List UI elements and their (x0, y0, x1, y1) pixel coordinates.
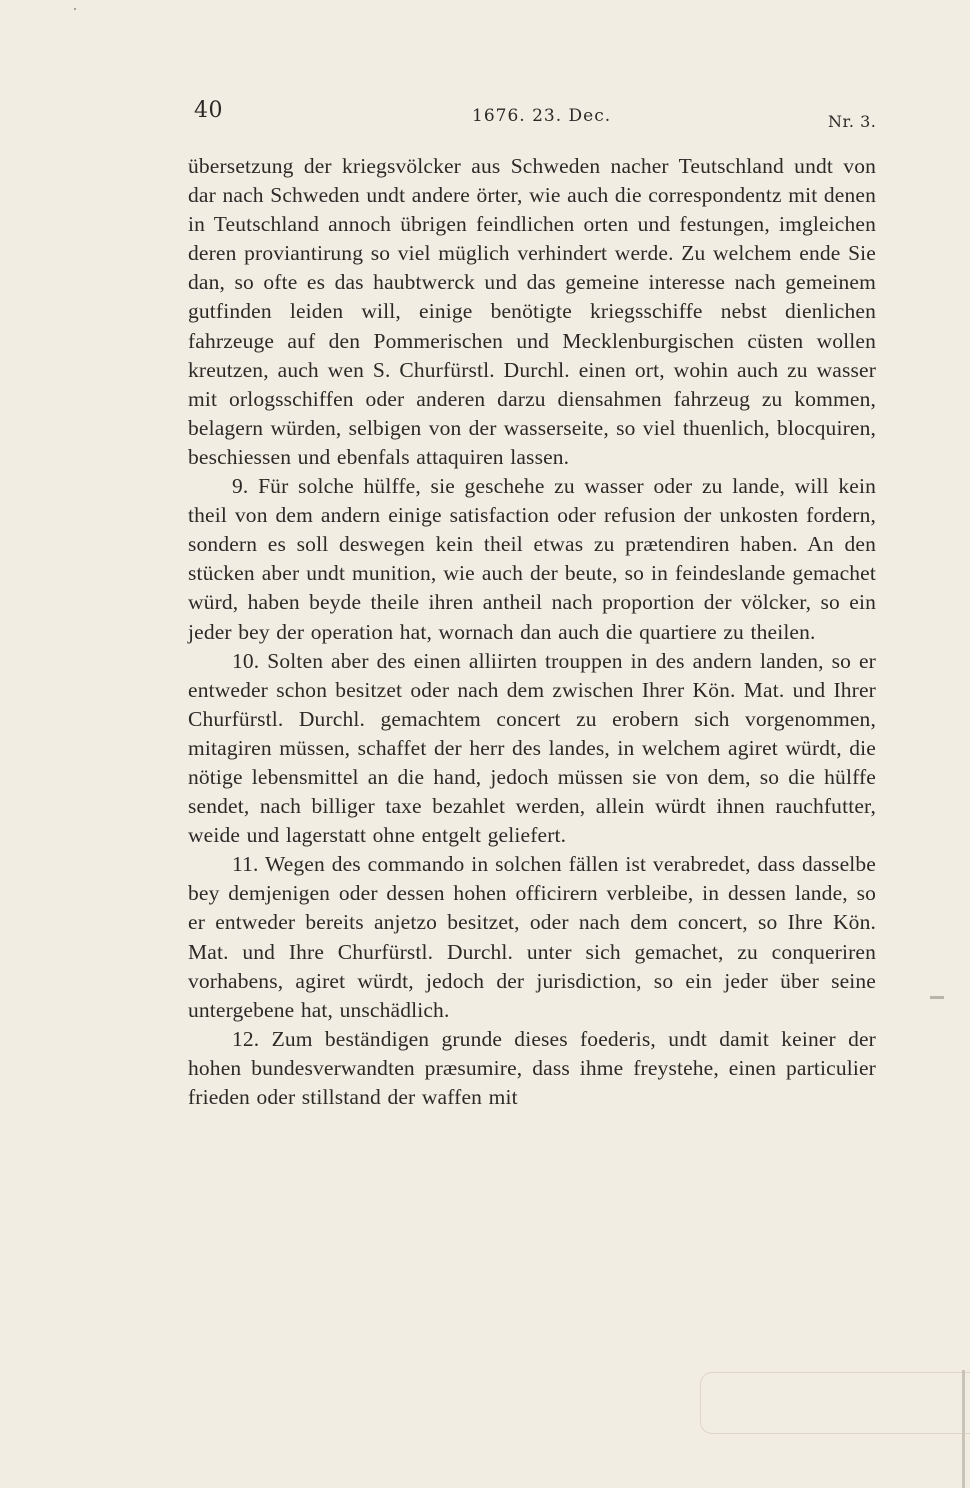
paragraph-article-11: 11. Wegen des commando in solchen fällen ist verabredet, dass dasselbe bey demjenigen oder dessen hohen officirern verbleibe, in dessen lande, so er entweder bereits anjetzo besitzet, oder nach dem concert, so Ihre Kön. Mat. und Ihre Churfürstl. Durchl. unter sich gemachet, zu conqueriren vorhabens, agiret würdt, jedoch der jurisdiction, so ein jeder über seine untergebene hat, unschädlich. (188, 852, 876, 1022)
paragraph-article-10: 10. Solten aber des einen alliirten trouppen in des andern landen, so er entweder schon besitzet oder nach dem zwischen Ihrer Kön. Mat. und Ihrer Churfürstl. Durchl. gemachtem concert zu erobern sich vorgenommen, mitagiren müssen, schaffet der herr des landes, in welchem agiret würdt, die nötige lebensmittel an die hand, jedoch müssen sie von dem, so die hülffe sendet, nach billiger taxe bezahlet werden, allein würdt ihnen rauchfutter, weide und lagerstatt ohne entgelt geliefert. (188, 648, 876, 848)
document-number: Nr. 3. (828, 112, 877, 131)
body-text (188, 152, 876, 1112)
paragraph-continuation: übersetzung der kriegsvölcker aus Schweden nacher Teutschland undt von dar nach Schweden undt andere örter, wie auch die correspondentz mit denen in Teutschland annoch übrigen feindlichen orten und festungen, imgleichen deren proviantirung so viel müglich verhindert werde. Zu welchem ende Sie dan, so ofte es das haubtwerck und das gemeine interesse nach gemeinem gutfinden leiden will, einige benötigte kriegsschiffe nebst dienlichen fahrzeuge auf den Pommerischen und Mecklenburgischen cüsten wollen kreutzen, auch wen S. Churfürstl. Durchl. einen ort, wohin auch zu wasser mit orlogsschiffen oder anderen darzu diensahmen fahrzeug zu kommen, belagern würden, selbigen von der wasserseite, so viel thuenlich, blocquiren, beschiessen und ebenfals attaquiren lassen. (188, 154, 876, 469)
paragraph-article-12: 12. Zum beständigen grunde dieses foederis, undt damit keiner der hohen bundesverwandten præsumire, dass ihme freystehe, einen particulier frieden oder stillstand der waffen mit (188, 1026, 876, 1109)
header-date: 1676. 23. Dec. (472, 106, 612, 126)
scan-artifact-frame (700, 1372, 970, 1434)
paragraph-article-9: 9. Für solche hülffe, sie geschehe zu wasser oder zu lande, will kein theil von dem andern einige satisfaction oder refusion der unkosten fordern, sondern es soll deswegen kein theil etwas zu prætendiren haben. An den stücken aber undt munition, wie auch der beute, so in feindeslande gemachet würd, haben beyde theile ihren antheil nach proportion der völcker, so ein jeder bey der operation hat, wornach dan auch die quartiere zu theilen. (188, 474, 876, 644)
running-header (0, 96, 970, 136)
page-number: 40 (194, 98, 223, 123)
page-edge-line (962, 1370, 965, 1488)
page-speck (74, 8, 76, 10)
margin-mark (930, 996, 944, 999)
